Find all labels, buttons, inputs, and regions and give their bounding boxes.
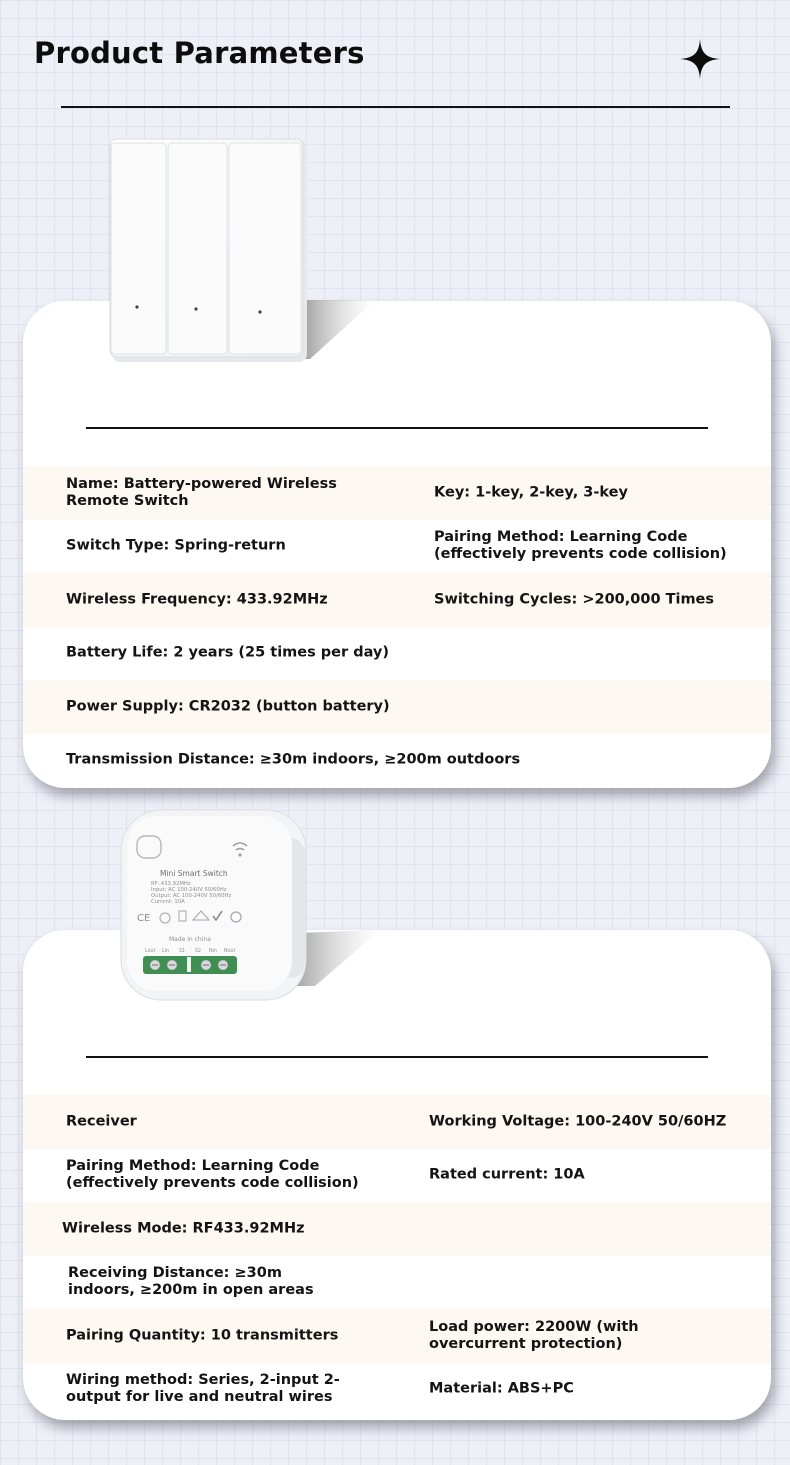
receiver-label-title: Mini Smart Switch [160,869,228,878]
table-row [23,1363,771,1417]
table-row [23,1202,771,1256]
terminal-label: Lout [145,949,156,954]
param-cell: Wireless Frequency: 433.92MHz [66,591,328,608]
param-cell: Key: 1-key, 2-key, 3-key [434,484,628,501]
wall-switch-image [100,137,390,367]
table-row [23,734,771,788]
param-cell: Receiving Distance: ≥30m indoors, ≥200m in open areas [68,1265,314,1299]
table-row [23,680,771,734]
param-cell: Working Voltage: 100-240V 50/60HZ [429,1113,727,1130]
param-cell: Pairing Method: Learning Code (effectively prevents code collision) [66,1158,359,1192]
param-cell: Pairing Quantity: 10 transmitters [66,1327,339,1344]
terminal-label: Nin [209,949,217,954]
table-row [23,466,771,520]
table-row [23,627,771,681]
terminal-label: S2 [195,949,202,954]
param-cell: Wiring method: Series, 2-input 2-output for live and neutral wires [66,1372,340,1406]
table-row [23,520,771,574]
receiver-label-line: Output: AC 100-240V 50/60Hz [151,893,232,899]
svg-text:CE: CE [137,913,151,924]
terminal-label: Nout [224,949,236,954]
receiver-label-made: Made in china [169,936,211,943]
param-cell: Transmission Distance: ≥30m indoors, ≥200m outdoors [66,751,521,768]
terminal-label: Lin [162,949,170,954]
param-table [23,466,771,787]
receiver-label-line: Current: 10A [151,899,185,905]
param-cell: Receiver [66,1113,137,1130]
param-cell: Load power: 2200W (with overcurrent protection) [429,1318,639,1352]
param-table [23,1095,771,1416]
param-cell: Pairing Method: Learning Code (effectively prevents code collision) [434,529,727,563]
title-divider [61,106,730,108]
param-cell: Battery Life: 2 years (25 times per day) [66,644,390,661]
param-cell: Material: ABS+PC [429,1380,574,1397]
table-row [23,1095,771,1149]
terminal-label: S1 [179,949,186,954]
receiver-image [115,808,385,1008]
wireless-switch-params-card [23,301,771,788]
table-row [23,573,771,627]
param-cell: Wireless Mode: RF433.92MHz [62,1220,305,1237]
param-cell: Switching Cycles: >200,000 Times [434,591,715,608]
card-divider [86,1056,708,1058]
table-row [23,1149,771,1203]
param-cell: Name: Battery-powered Wireless Remote Switch [66,475,337,509]
sparkle-icon [678,37,722,81]
card-divider [86,427,708,429]
receiver-label-line: Input: AC 100-240V 50/60Hz [151,887,227,893]
page-title: Product Parameters [34,36,365,70]
table-row [23,1256,771,1310]
table-row [23,1309,771,1363]
param-cell: Switch Type: Spring-return [66,537,286,554]
param-cell: Rated current: 10A [429,1166,585,1183]
receiver-label-line: RF: 433.92MHz [151,881,191,887]
param-cell: Power Supply: CR2032 (button battery) [66,698,390,715]
